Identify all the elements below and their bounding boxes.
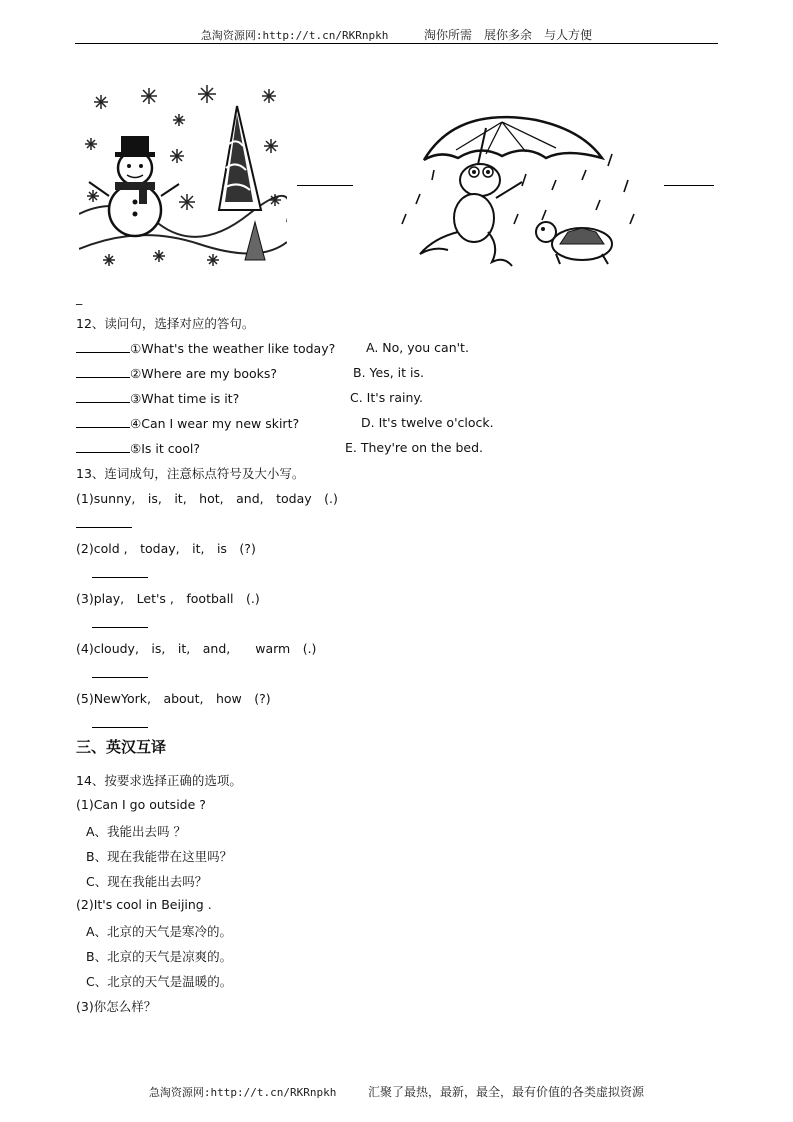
q12-blank-2[interactable] xyxy=(76,365,130,378)
q14-part1-prompt: (1)Can I go outside ? xyxy=(76,797,206,812)
header-divider xyxy=(75,43,718,44)
q13-answer-line-1[interactable] xyxy=(76,527,132,528)
q14-part1-option-c[interactable]: C、现在我能出去吗？ xyxy=(86,874,208,889)
q14-part2-option-a[interactable]: A、北京的天气是寒冷的。 xyxy=(86,924,233,939)
footer-site: 急淘资源网:http://t.cn/RKRnpkh xyxy=(148,1086,337,1099)
q12-row-2: ②Where are my books? xyxy=(76,365,277,381)
q13-title: 13、连词成句，注意标点符号及大小写。 xyxy=(76,466,305,481)
stray-mark: _ xyxy=(76,290,83,305)
q14-part3-prompt: (3)你怎么样？ xyxy=(76,999,157,1014)
q13-item-1: (1)sunny, is, it, hot, and, today (.) xyxy=(76,491,338,506)
q13-answer-line-5[interactable] xyxy=(92,727,148,728)
q14-part2-option-b[interactable]: B、北京的天气是凉爽的。 xyxy=(86,949,233,964)
header-site: 急淘资源网:http://t.cn/RKRnpkh xyxy=(200,29,389,42)
answer-line-picture-2[interactable] xyxy=(664,185,714,186)
q12-answer-d: D. It's twelve o'clock. xyxy=(361,415,494,430)
q12-row-4: ④Can I wear my new skirt? xyxy=(76,415,299,431)
page-footer xyxy=(0,1083,793,1100)
q13-answer-line-4[interactable] xyxy=(92,677,148,678)
q13-item-3: (3)play, Let's , football (.) xyxy=(76,591,260,606)
q14-part1-option-a[interactable]: A、我能出去吗 ？ xyxy=(86,824,187,839)
q12-blank-3[interactable] xyxy=(76,390,130,403)
section-3-title: 三、英汉互译 xyxy=(76,738,167,756)
q12-row-1: ①What's the weather like today? xyxy=(76,340,335,356)
q12-row-3: ③What time is it? xyxy=(76,390,239,406)
q13-item-5: (5)NewYork, about, how (?) xyxy=(76,691,271,706)
q14-part2-option-c[interactable]: C、北京的天气是温暖的。 xyxy=(86,974,233,989)
page-header xyxy=(0,26,793,43)
q12-blank-4[interactable] xyxy=(76,415,130,428)
q12-row-5: ⑤Is it cool? xyxy=(76,440,200,456)
q13-item-2: (2)cold , today, it, is (?) xyxy=(76,541,256,556)
q14-part1-option-b[interactable]: B、现在我能带在这里吗？ xyxy=(86,849,233,864)
q14-part2-prompt: (2)It's cool in Beijing . xyxy=(76,897,212,912)
rain-frog-picture xyxy=(396,114,642,270)
q12-blank-5[interactable] xyxy=(76,440,130,453)
q13-answer-line-2[interactable] xyxy=(92,577,148,578)
q12-blank-1[interactable] xyxy=(76,340,130,353)
q12-answer-b: B. Yes, it is. xyxy=(353,365,424,380)
q12-answer-c: C. It's rainy. xyxy=(350,390,423,405)
q13-answer-line-3[interactable] xyxy=(92,627,148,628)
header-slogan: 淘你所需 展你多余 与人方便 xyxy=(424,28,593,42)
q12-answer-e: E. They're on the bed. xyxy=(345,440,484,455)
q13-item-4: (4)cloudy, is, it, and, warm (.) xyxy=(76,641,317,656)
q14-title: 14、按要求选择正确的选项。 xyxy=(76,773,242,788)
answer-line-picture-1[interactable] xyxy=(297,185,353,186)
q12-answer-a: A. No, you can't. xyxy=(366,340,469,355)
footer-slogan: 汇聚了最热，最新，最全，最有价值的各类虚拟资源 xyxy=(368,1085,645,1099)
snowman-picture xyxy=(79,84,287,270)
q12-title: 12、读问句，选择对应的答句。 xyxy=(76,316,255,331)
